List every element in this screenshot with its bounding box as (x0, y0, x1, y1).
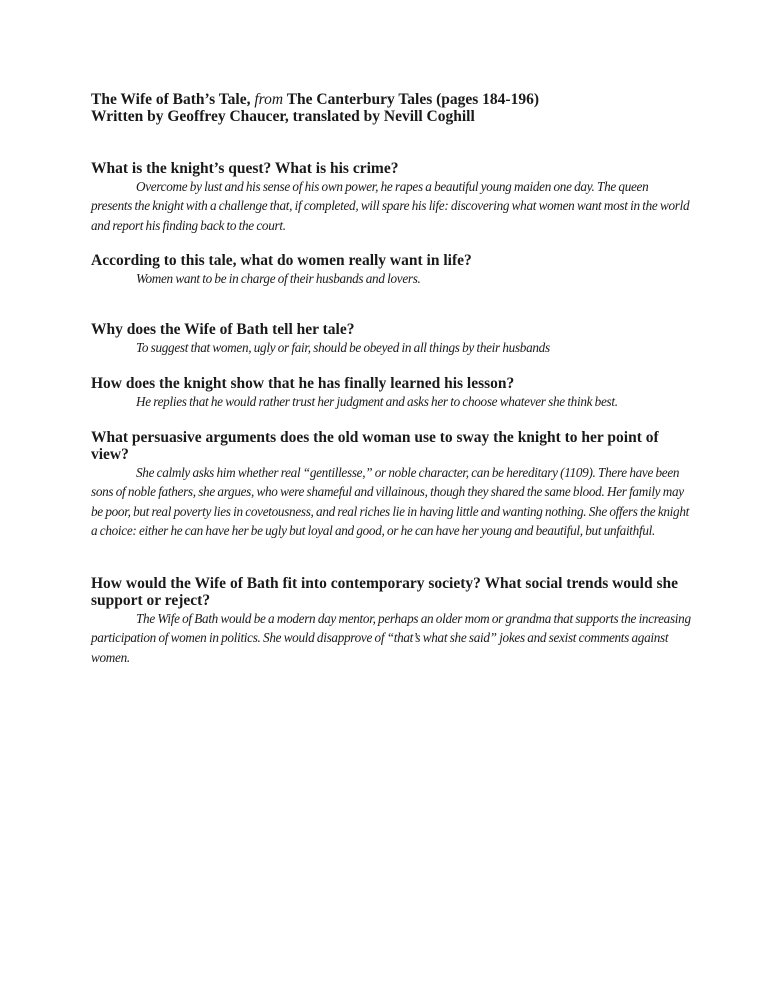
question: How does the knight show that he has finally learned his lesson? (91, 375, 515, 392)
answer: To suggest that women, ugly or fair, should be obeyed in all things by their husbands (136, 340, 550, 355)
qa-item-women-want (91, 252, 691, 288)
question: What persuasive arguments does the old woman use to sway the knight to her point of view? (91, 429, 659, 463)
author-line: Written by Geoffrey Chaucer, translated by Nevill Coghill (91, 108, 475, 125)
title-block (91, 91, 691, 125)
answer: The Wife of Bath would be a modern day mentor, perhaps an older mom or grandma that supports the increasing participation of women in politics. She would disapprove of “that’s what she said” jokes and sexist comments against women. (91, 611, 691, 665)
title-rest: The Canterbury Tales (pages 184-196) (286, 91, 540, 108)
qa-item-why-tale (91, 321, 691, 357)
question: According to this tale, what do women really want in life? (91, 252, 472, 269)
answer: Women want to be in charge of their husbands and lovers. (136, 271, 421, 286)
answer: Overcome by lust and his sense of his own power, he rapes a beautiful young maiden one day. The queen presents the knight with a challenge that, if completed, will spare his life: discovering what women want most in the world and report his finding back to the court. (91, 179, 690, 233)
question: Why does the Wife of Bath tell her tale? (91, 321, 355, 338)
qa-item-contemporary (91, 575, 691, 667)
qa-item-lesson (91, 375, 691, 411)
answer: He replies that he would rather trust her judgment and asks her to choose whatever she think best. (136, 394, 618, 409)
qa-item-quest (91, 160, 691, 235)
answer: She calmly asks him whether real “gentillesse,” or noble character, can be hereditary (1109). There have been sons of noble fathers, she argues, who were shameful and villainous, though they shared the same blood. Her family may be poor, but real poverty lies in covetousness, and real riches lie in having little and wanting nothing. She offers the knight a choice: either he can have her be ugly but loyal and good, or he can have her young and beautiful, but unfaithful. (91, 465, 689, 538)
question: What is the knight’s quest? What is his crime? (91, 160, 399, 177)
title-from: from (254, 91, 284, 108)
title-main: The Wife of Bath’s Tale, (91, 91, 251, 108)
question: How would the Wife of Bath fit into contemporary society? What social trends would she support or reject? (91, 575, 678, 609)
qa-item-arguments (91, 429, 691, 540)
document-title (91, 91, 691, 108)
